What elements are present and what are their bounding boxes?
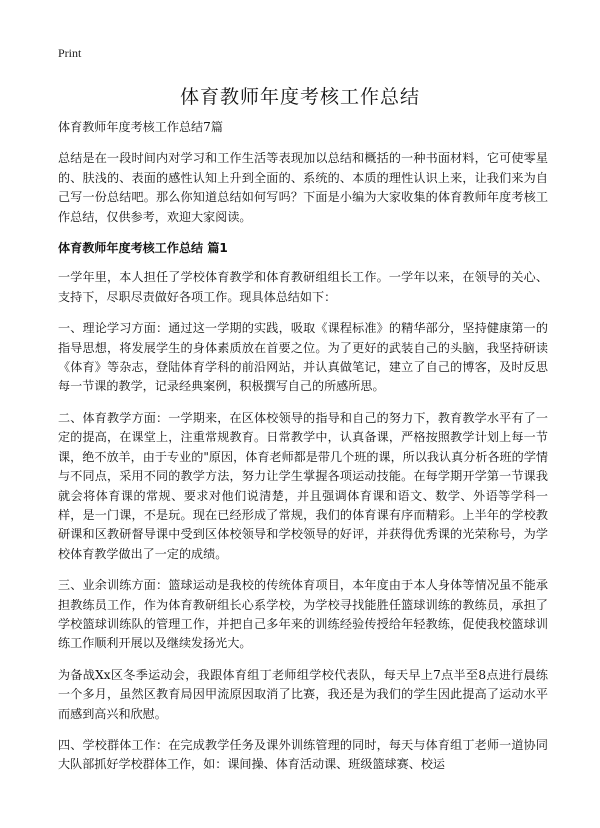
section-heading: 体育教师年度考核工作总结 篇1 (58, 241, 228, 256)
section-paragraph-3: 二、体育教学方面：一学期来，在区体校领导的指导和自己的努力下，教育教学水平有了一定的提高，在课堂上，注重常规教育。日常教学中，认真备课，严格按照教学计划上每一节课，绝不放羊，由于专业的"原因，体育老师都是带几个班的课，所以我认真分析各班的学情与不同点，采用不同的教学方法，努力让学生掌握各项运动技能。在每学期开学第一节课我就会将体育课的常规、要求对他们说清楚，并且强调体育课和语文、数学、外语等学科一样，是一门课，不是玩。现在已经形成了常规，我们的体育课有序而精彩。上半年的学校教研课和区教研督导课中受到区体校领导和学校领导的好评，并获得优秀课的光荣称号，为学校体育教学做出了一定的成绩。 (58, 410, 548, 561)
section-paragraph-5: 为备战Xx区冬季运动会，我跟体育组丁老师组学校代表队，每天早上7点半至8点进行晨练一个多月，虽然区教育局因甲流原因取消了比赛，我还是为我们的学生因此提高了运动水平而感到高兴和欣慰。 (58, 667, 548, 721)
section-paragraph-4: 三、业余训练方面：篮球运动是我校的传统体育项目，本年度由于本人身体等情况虽不能承担教练员工作，作为体育教研组长心系学校，为学校寻找能胜任篮球训练的教练员，承担了学校篮球训练队的管理工作，并把自己多年来的训练经验传授给年轻教练，促使我校篮球训练工作顺利开展以及继续发扬光大。 (58, 578, 548, 651)
section-paragraph-6: 四、学校群体工作：在完成教学任务及课外训练管理的同时，每天与体育组丁老师一道协同大队部抓好学校群体工作，如：课间操、体育活动课、班级篮球赛、校运 (58, 737, 548, 772)
print-link[interactable]: Print (58, 46, 82, 60)
document-subtitle: 体育教师年度考核工作总结7篇 (58, 120, 223, 134)
intro-paragraph: 总结是在一段时间内对学习和工作生活等表现加以总结和概括的一种书面材料，它可使零星的、肤浅的、表面的感性认知上升到全面的、系统的、本质的理性认识上来，让我们来为自己写一份总结吧。那么你知道总结如何写吗？下面是小编为大家收集的体育教师年度考核工作总结，仅供参考，欢迎大家阅读。 (58, 151, 548, 224)
section-paragraph-1: 一学年里，本人担任了学校体育教学和体育教研组组长工作。一学年以来，在领导的关心、支持下，尽职尽责做好各项工作。现具体总结如下： (58, 270, 548, 304)
section-paragraph-2: 一、理论学习方面：通过这一学期的实践，吸取《课程标准》的精华部分，坚持健康第一的指导思想，将发展学生的身体素质放在首要之位。为了更好的武装自己的头脑，我坚持研读《体育》等杂志，登陆体育学科的前沿网站，并认真做笔记，建立了自己的博客，及时反思每一节课的教学，记录经典案例，积极撰写自己的所感所思。 (58, 321, 548, 394)
page-title: 体育教师年度考核工作总结 (179, 86, 420, 108)
document-body (58, 118, 548, 787)
